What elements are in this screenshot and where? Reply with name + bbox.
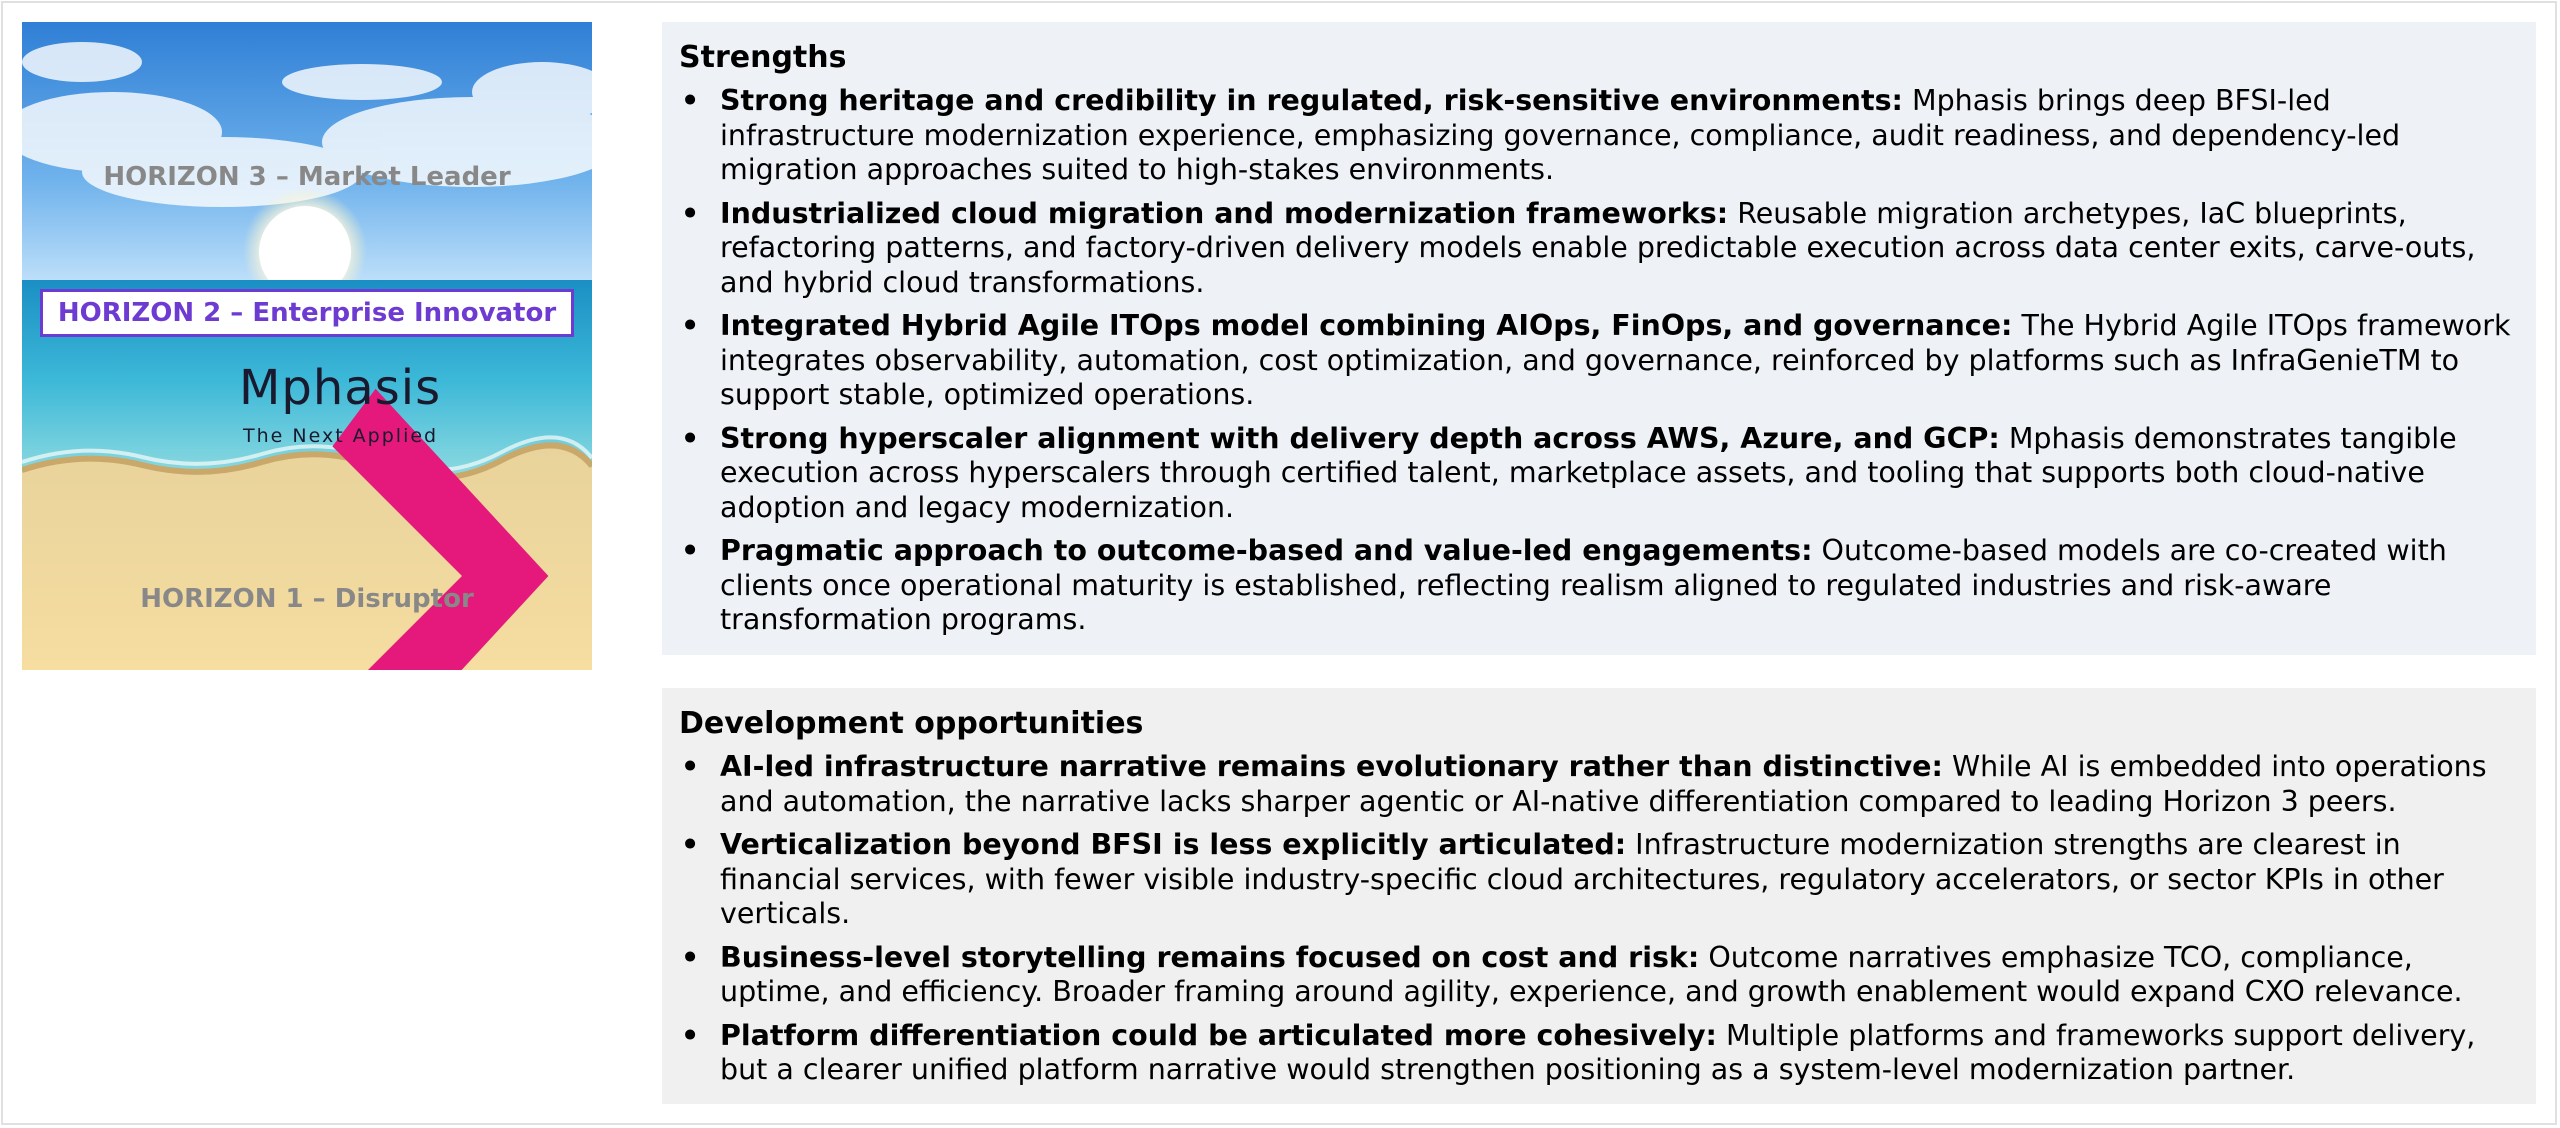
bullet-icon: •	[681, 421, 700, 455]
bullet-heading: Industrialized cloud migration and modernization frameworks:	[720, 196, 1729, 230]
development-panel	[662, 688, 2536, 1104]
horizon-graphic	[22, 22, 592, 670]
strengths-title: Strengths	[679, 40, 847, 75]
development-title: Development opportunities	[679, 706, 1144, 741]
bullet-item	[679, 309, 2518, 413]
bullet-item	[679, 534, 2518, 638]
bullet-item	[679, 84, 2518, 188]
bullet-icon: •	[681, 534, 700, 567]
bullet-text: Infrastructure modernization strengths are clearest in financial services, with fewer visible industry-specific cloud architectures, regulatory accelerators, or sector KPIs in other verticals.	[720, 828, 2444, 930]
bullet-heading: Business-level storytelling remains focused on cost and risk:	[720, 940, 1700, 974]
mphasis-logo	[177, 360, 457, 460]
bullet-item	[679, 1019, 2518, 1088]
bullet-text: The Hybrid Agile ITOps framework integrates observability, automation, cost optimization, and governance, reinforced by platforms such as InfraGenieTM to support stable, optimized operations.	[720, 309, 2511, 411]
bullet-text: Mphasis brings deep BFSI-led infrastructure modernization experience, emphasizing governance, compliance, audit readiness, and dependency-led migration approaches suited to high-stakes environments.	[720, 84, 2401, 186]
bullet-heading: Strong hyperscaler alignment with delivery depth across AWS, Azure, and GCP:	[720, 421, 2000, 455]
bullet-item	[679, 941, 2518, 1010]
bullet-heading: Pragmatic approach to outcome-based and value-led engagements:	[720, 534, 1813, 567]
bullet-item	[679, 828, 2518, 932]
development-list	[679, 750, 2518, 1088]
strengths-list	[679, 84, 2518, 638]
bullet-icon: •	[681, 196, 700, 230]
bullet-icon: •	[681, 940, 700, 974]
bullet-heading: Verticalization beyond BFSI is less explicitly articulated:	[720, 828, 1627, 861]
bullet-item	[679, 750, 2518, 819]
bullet-icon: •	[681, 1018, 700, 1052]
bullet-heading: AI-led infrastructure narrative remains evolutionary rather than distinctive:	[720, 750, 1943, 783]
logo-wordmark: Mphasis	[239, 360, 442, 416]
bullet-icon: •	[681, 750, 700, 783]
bullet-icon: •	[681, 309, 700, 342]
bullet-text: Reusable migration archetypes, IaC blueprints, refactoring patterns, and factory-driven delivery models enable predictable execution across data center exits, carve-outs, and hybrid cloud transformations.	[720, 196, 2476, 299]
bullet-icon: •	[681, 828, 700, 861]
bullet-text: Multiple platforms and frameworks support delivery, but a clearer unified platform narrative would strengthen positioning as a system-level modernization partner.	[720, 1018, 2476, 1086]
bullet-item	[679, 197, 2518, 301]
logo-tagline: The Next Applied	[243, 425, 439, 447]
bullet-icon: •	[681, 84, 700, 117]
bullet-heading: Platform differentiation could be articulated more cohesively:	[720, 1018, 1717, 1052]
bullet-text: Mphasis demonstrates tangible execution across hyperscalers through certified talent, marketplace assets, and tooling that supports both cloud-native adoption and legacy modernization.	[720, 421, 2457, 524]
strengths-panel	[662, 22, 2536, 655]
bullet-text: While AI is embedded into operations and automation, the narrative lacks sharper agentic or AI-native differentiation compared to leading Horizon 3 peers.	[720, 750, 2487, 818]
bullet-heading: Strong heritage and credibility in regulated, risk-sensitive environments:	[720, 84, 1903, 117]
horizon-1-label: HORIZON 1 – Disruptor	[140, 584, 474, 614]
bullet-text: Outcome-based models are co-created with clients once operational maturity is established, reflecting realism aligned to regulated industries and risk-aware transformation programs.	[720, 534, 2447, 636]
bullet-heading: Integrated Hybrid Agile ITOps model combining AIOps, FinOps, and governance:	[720, 309, 2013, 342]
bullet-text: Outcome narratives emphasize TCO, compliance, uptime, and efficiency. Broader framing around agility, experience, and growth enablement would expand CXO relevance.	[720, 940, 2463, 1008]
horizon-3-label: HORIZON 3 – Market Leader	[103, 162, 511, 192]
bullet-item	[679, 422, 2518, 526]
horizon-2-label: HORIZON 2 – Enterprise Innovator	[40, 289, 574, 337]
